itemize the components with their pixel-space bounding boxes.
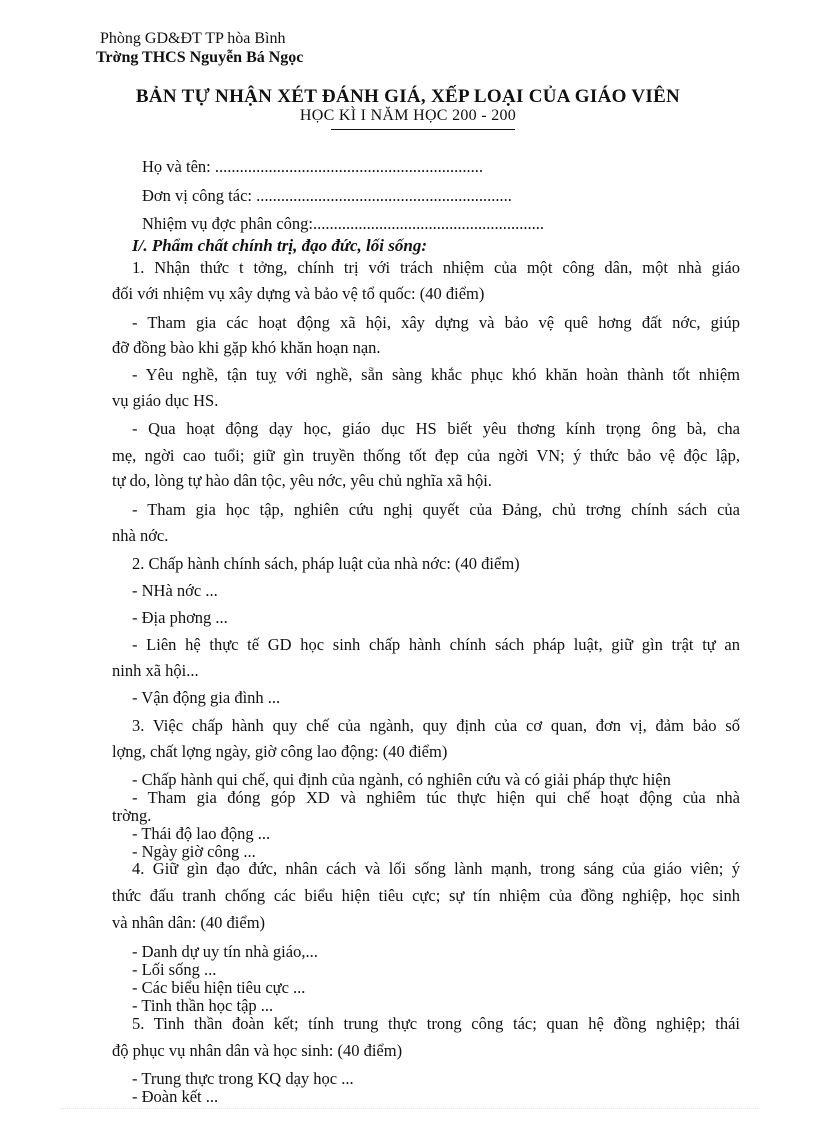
bullet-line: đỡ đồng bào khi gặp khó khăn hoạn nạn. [112, 338, 381, 357]
item-4-line-2: thức đấu tranh chống các biểu hiện tiêu cực; sự tín nhiệm của đồng nghiệp, học sinh [112, 886, 740, 905]
bullet-line: - Yêu nghề, tận tuỵ với nghề, sẵn sàng khắc phục khó khăn hoàn thành tốt nhiệm [132, 365, 740, 384]
bullet-line: - Vận động gia đình ... [132, 688, 281, 707]
title-underline [331, 129, 515, 130]
document-title: BẢN TỰ NHẬN XÉT ĐÁNH GIÁ, XẾP LOẠI CỦA GIÁO VIÊN [135, 86, 681, 107]
bullet-line: - Đoàn kết ... [132, 1087, 219, 1106]
document-subtitle: HỌC KÌ I NĂM HỌC 200 - 200 [299, 107, 517, 124]
bullet-line: - Thái độ lao động ... [132, 824, 271, 843]
bullet-line: - NHà nớc ... [132, 581, 218, 600]
item-3-line-2: lợng, chất lợng ngày, giờ công lao động: (40 điểm) [112, 742, 448, 761]
bullet-line: trờng. [112, 806, 152, 825]
item-1-line-1: 1. Nhận thức t tởng, chính trị với trách nhiệm của một công dân, một nhà giáo [132, 258, 740, 277]
bullet-line: mẹ, ngời cao tuổi; giữ gìn truyền thống tốt đẹp của ngời VN; ý thức bảo vệ độc lập, [112, 446, 740, 465]
bullet-line: ninh xã hội... [112, 661, 199, 680]
bullet-line: - Tham gia đóng góp XD và nghiêm túc thực hiện qui chế hoạt động của nhà [132, 788, 740, 807]
item-4-line-1: 4. Giữ gìn đạo đức, nhân cách và lối sống lành mạnh, trong sáng của giáo viên; ý [132, 859, 740, 878]
department-name: Phòng GD&ĐT TP hòa Bình [100, 30, 286, 47]
bullet-line: - Liên hệ thực tế GD học sinh chấp hành chính sách pháp luật, giữ gìn trật tự an [132, 635, 740, 654]
duty-field: Nhiệm vụ đợc phân công:........................................................ [142, 214, 544, 233]
bullet-line: - Lối sống ... [132, 960, 217, 979]
section-heading: I/. Phẩm chất chính trị, đạo đức, lối sống: [132, 236, 427, 255]
item-1-line-2: đối với nhiệm vụ xây dựng và bảo vệ tổ quốc: (40 điểm) [112, 284, 485, 303]
bullet-line: - Ngày giờ công ... [132, 842, 256, 861]
bullet-line: - Tham gia học tập, nghiên cứu nghị quyết của Đảng, chủ trơng chính sách của [132, 500, 740, 519]
item-4-line-3: và nhân dân: (40 điểm) [112, 913, 266, 932]
bullet-line: nhà nớc. [112, 526, 169, 545]
bottom-divider [60, 1108, 760, 1109]
item-2-line: 2. Chấp hành chính sách, pháp luật của nhà nớc: (40 điểm) [132, 554, 520, 573]
bullet-line: - Danh dự uy tín nhà giáo,... [132, 942, 318, 961]
name-field: Họ và tên: ................................................................. [142, 157, 483, 176]
bullet-line: - Tham gia các hoạt động xã hội, xây dựng và bảo vệ quê hơng đất nớc, giúp [132, 313, 740, 332]
bullet-line: - Trung thực trong KQ dạy học ... [132, 1069, 354, 1088]
item-3-line-1: 3. Việc chấp hành quy chế của ngành, quy định của cơ quan, đơn vị, đảm bảo số [132, 716, 740, 735]
item-5-line-1: 5. Tinh thần đoàn kết; tính trung thực trong công tác; quan hệ đồng nghiệp; thái [132, 1014, 740, 1033]
bullet-line: - Các biểu hiện tiêu cực ... [132, 978, 306, 997]
bullet-line: - Tinh thần học tập ... [132, 996, 274, 1015]
unit-field: Đơn vị công tác: .............................................................. [142, 186, 512, 205]
bullet-line: - Địa phơng ... [132, 608, 228, 627]
bullet-line: - Chấp hành qui chế, qui định của ngành, có nghiên cứu và có giải pháp thực hiện [132, 770, 671, 789]
school-name: Trờng THCS Nguyễn Bá Ngọc [96, 49, 304, 66]
item-5-line-2: độ phục vụ nhân dân và học sinh: (40 điểm) [112, 1041, 403, 1060]
bullet-line: vụ giáo dục HS. [112, 391, 219, 410]
bullet-line: - Qua hoạt động dạy học, giáo dục HS biết yêu thơng kính trọng ông bà, cha [132, 419, 740, 438]
bullet-line: tự do, lòng tự hào dân tộc, yêu nớc, yêu chủ nghĩa xã hội. [112, 471, 492, 490]
